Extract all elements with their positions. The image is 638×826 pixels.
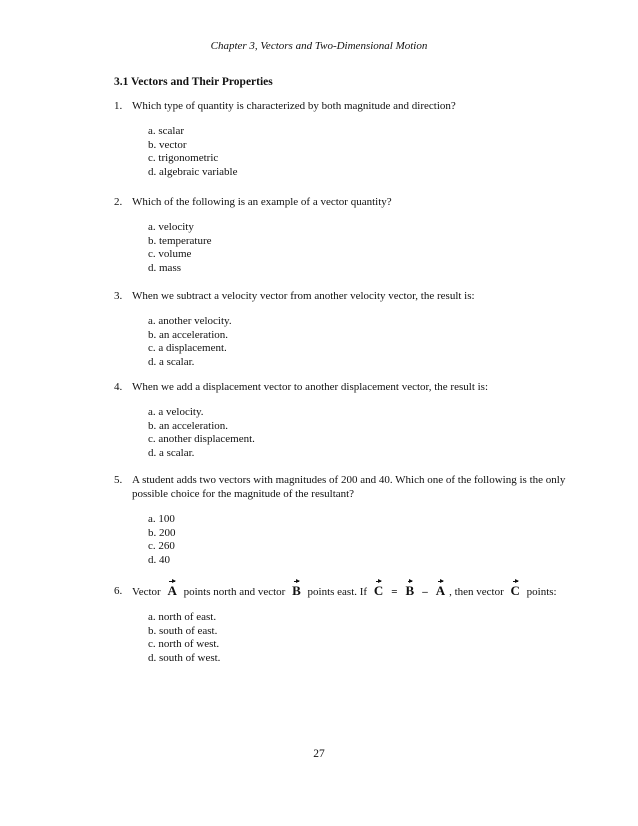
- question-5: [114, 473, 574, 567]
- question-3: [114, 289, 574, 369]
- choice-c: c. another displacement.: [148, 433, 255, 445]
- choice-a: a. scalar: [148, 125, 185, 137]
- choice-b: b. south of east.: [148, 624, 218, 637]
- choice-b: b. an acceleration.: [148, 419, 229, 432]
- stem-text: points east. If: [307, 586, 368, 598]
- answer-choices: [148, 125, 574, 179]
- vector-c-symbol: C: [510, 583, 520, 598]
- stem-text: Vector: [132, 586, 161, 598]
- minus-sign: –: [422, 586, 428, 598]
- question-stem: When we subtract a velocity vector from another velocity vector, the result is:: [132, 290, 475, 302]
- question-stem: When we add a displacement vector to another displacement vector, the result is:: [132, 381, 489, 393]
- vector-b-symbol: B: [292, 583, 301, 598]
- answer-choices: [148, 406, 574, 460]
- choice-b: b. 200: [148, 526, 176, 539]
- vector-b-symbol: B: [405, 583, 415, 598]
- question-stem: Which of the following is an example of a vector quantity?: [132, 196, 392, 208]
- question-stem: Which type of quantity is characterized by both magnitude and direction?: [132, 100, 456, 112]
- equals-sign: =: [391, 586, 398, 598]
- answer-choices: [148, 513, 574, 567]
- choice-a: a. velocity: [148, 221, 194, 233]
- answer-choices: [148, 611, 574, 665]
- choice-b: b. an acceleration.: [148, 328, 229, 341]
- choice-d: d. 40: [148, 553, 170, 566]
- choice-a: a. north of east.: [148, 611, 217, 623]
- stem-text: points:: [526, 586, 557, 598]
- choice-b: b. temperature: [148, 234, 212, 247]
- stem-text: points north and vector: [183, 586, 286, 598]
- choice-a: a. a velocity.: [148, 406, 204, 418]
- running-header: Chapter 3, Vectors and Two-Dimensional Motion: [210, 40, 428, 52]
- question-number: 5.: [114, 474, 123, 486]
- choice-d: d. a scalar.: [148, 355, 195, 368]
- choice-c: c. 260: [148, 540, 175, 552]
- choice-c: c. volume: [148, 248, 192, 260]
- choice-b: b. vector: [148, 138, 187, 151]
- choice-d: d. a scalar.: [148, 446, 195, 459]
- answer-choices: [148, 221, 574, 275]
- choice-a: a. another velocity.: [148, 315, 232, 327]
- answer-choices: [148, 315, 574, 369]
- vector-a-symbol: A: [435, 583, 446, 598]
- question-6: [114, 584, 574, 665]
- page-number: 27: [313, 748, 325, 760]
- question-1: [114, 99, 574, 179]
- choice-d: d. south of west.: [148, 651, 221, 664]
- vector-c-symbol: C: [373, 583, 384, 598]
- choice-c: c. north of west.: [148, 638, 220, 650]
- question-number: 4.: [114, 381, 123, 393]
- question-number: 2.: [114, 196, 123, 208]
- question-stem: [132, 584, 574, 599]
- question-4: [114, 380, 574, 460]
- choice-d: d. algebraic variable: [148, 165, 238, 178]
- vector-a-symbol: A: [167, 583, 177, 598]
- question-number: 3.: [114, 290, 123, 302]
- choice-a: a. 100: [148, 513, 175, 525]
- section-title: 3.1 Vectors and Their Properties: [114, 76, 273, 88]
- question-number: 6.: [114, 585, 123, 597]
- choice-d: d. mass: [148, 261, 181, 274]
- question-stem: A student adds two vectors with magnitudes of 200 and 40. Which one of the following is the only possible choice for the magnitude of the resultant?: [132, 474, 566, 500]
- choice-c: c. trigonometric: [148, 152, 219, 164]
- choice-c: c. a displacement.: [148, 342, 227, 354]
- question-2: [114, 195, 574, 275]
- stem-text: , then vector: [449, 586, 504, 598]
- question-number: 1.: [114, 100, 123, 112]
